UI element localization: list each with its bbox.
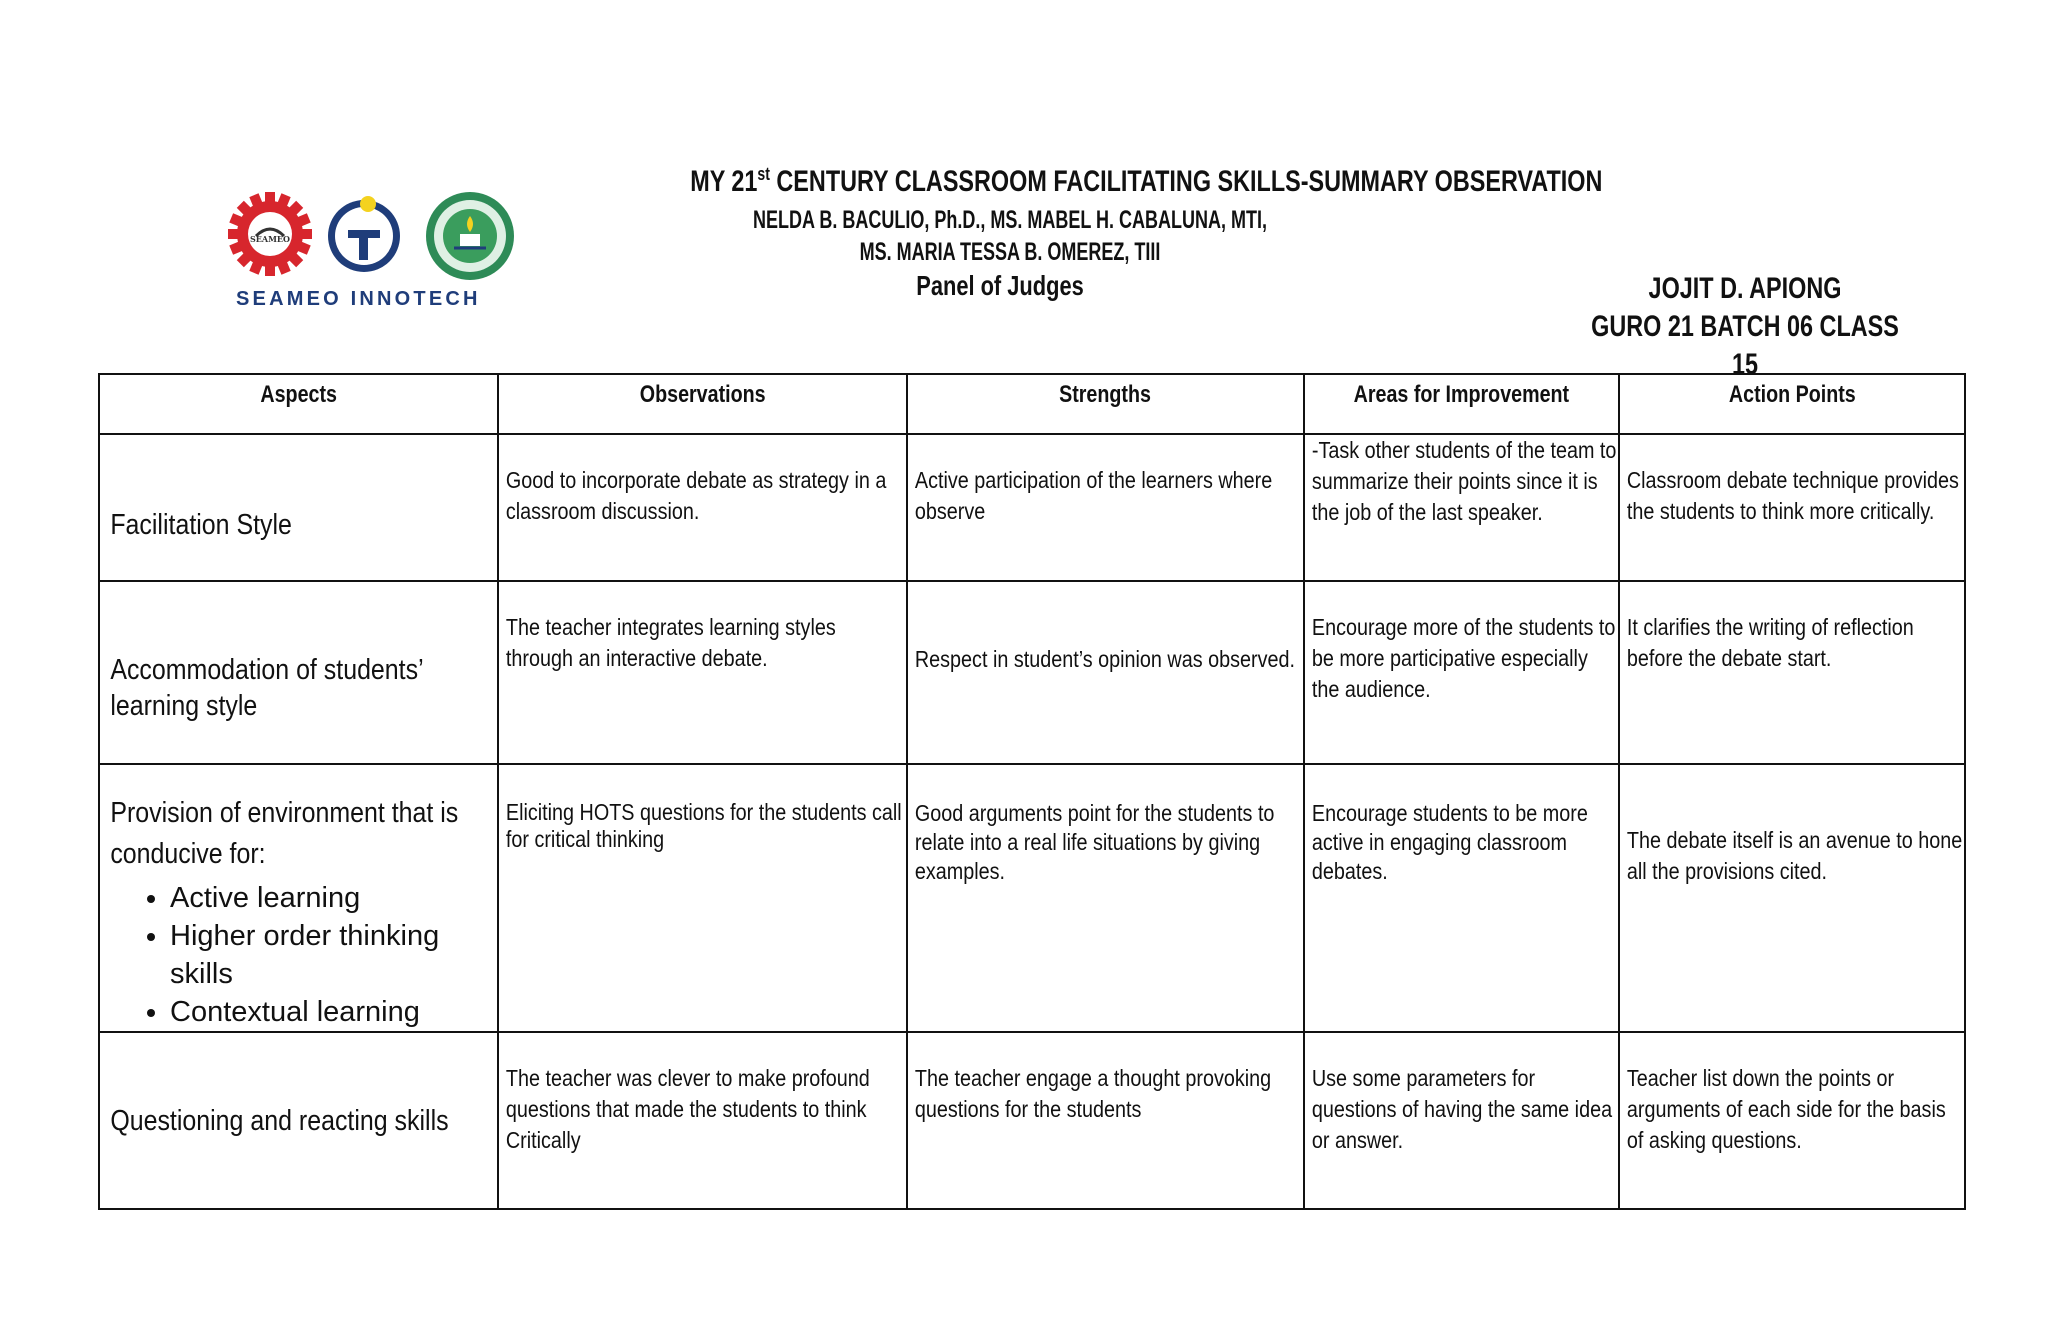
seameo-gear-logo (228, 192, 312, 276)
action-cell: The debate itself is an avenue to hone all the provisions cited. (1619, 764, 1965, 1032)
improvement-cell: Encourage students to be more active in engaging classroom debates. (1304, 764, 1619, 1032)
aspect-cell: Accommodation of students’ learning style (99, 581, 498, 764)
teacher-name: JOJIT D. APIONG (1648, 272, 1842, 305)
col-header-action-points: Action Points (1619, 374, 1965, 434)
table-row (99, 1032, 1965, 1209)
observation-table (98, 373, 1966, 1210)
gear-logo-text: SEAMEO (249, 234, 291, 244)
teacher-batch: GURO 21 BATCH 06 CLASS 15 (1591, 310, 1899, 381)
col-header-areas-for-improvement: Areas for Improvement (1304, 374, 1619, 434)
observation-cell: Good to incorporate debate as strategy in a classroom discussion. (498, 434, 907, 581)
aspect-cell: Questioning and reacting skills (99, 1032, 498, 1209)
col-header-aspects: Aspects (99, 374, 498, 434)
innotech-i-logo (324, 194, 404, 274)
observation-cell: The teacher was clever to make profound questions that made the students to think Critically (498, 1032, 907, 1209)
col-header-observations: Observations (498, 374, 907, 434)
action-cell: Classroom debate technique provides the students to think more critically. (1619, 434, 1965, 581)
improvement-cell: -Task other students of the team to summarize their points since it is the job of the last speaker. (1304, 434, 1619, 581)
list-item: • Higher order thinking skills (170, 917, 497, 993)
observation-cell: The teacher integrates learning styles through an interactive debate. (498, 581, 907, 764)
action-cell: It clarifies the writing of reflection before the debate start. (1619, 581, 1965, 764)
table-row (99, 581, 1965, 764)
action-cell: Teacher list down the points or arguments of each side for the basis of asking questions. (1619, 1032, 1965, 1209)
table-row (99, 764, 1965, 1032)
judges-line-2: MS. MARIA TESSA B. OMEREZ, TIII (859, 238, 1161, 266)
aspect-cell: Provision of environment that is conducive for: • Active learning • Higher order thinking skills • Contextual learning (99, 764, 498, 1032)
table-header-row (99, 374, 1965, 434)
list-item: • Contextual learning (170, 993, 497, 1031)
teacher-info (1577, 270, 1912, 384)
panel-of-judges-label: Panel of Judges (916, 270, 1084, 301)
document-title: MY 21st CENTURY CLASSROOM FACILITATING SKILLS-SUMMARY OBSERVATION (690, 164, 1603, 198)
list-item: • Active learning (170, 879, 497, 917)
seameo-innotech-wordmark: SEAMEO INNOTECH (236, 288, 481, 310)
strength-cell: Good arguments point for the students to relate into a real life situations by giving examples. (907, 764, 1304, 1032)
aspect-cell: Facilitation Style (99, 434, 498, 581)
improvement-cell: Use some parameters for questions of having the same idea or answer. (1304, 1032, 1619, 1209)
aspect-sublist (100, 879, 497, 1031)
table-row (99, 434, 1965, 581)
improvement-cell: Encourage more of the students to be more participative especially the audience. (1304, 581, 1619, 764)
col-header-strengths: Strengths (907, 374, 1304, 434)
judges-line-1: NELDA B. BACULIO, Ph.D., MS. MABEL H. CABALUNA, MTI, (753, 206, 1267, 234)
school-seal-logo (424, 190, 516, 282)
strength-cell: Respect in student’s opinion was observed. (907, 581, 1304, 764)
strength-cell: The teacher engage a thought provoking questions for the students (907, 1032, 1304, 1209)
observation-cell: Eliciting HOTS questions for the students call for critical thinking (498, 764, 907, 1032)
strength-cell: Active participation of the learners where observe (907, 434, 1304, 581)
logo-group (228, 186, 528, 316)
